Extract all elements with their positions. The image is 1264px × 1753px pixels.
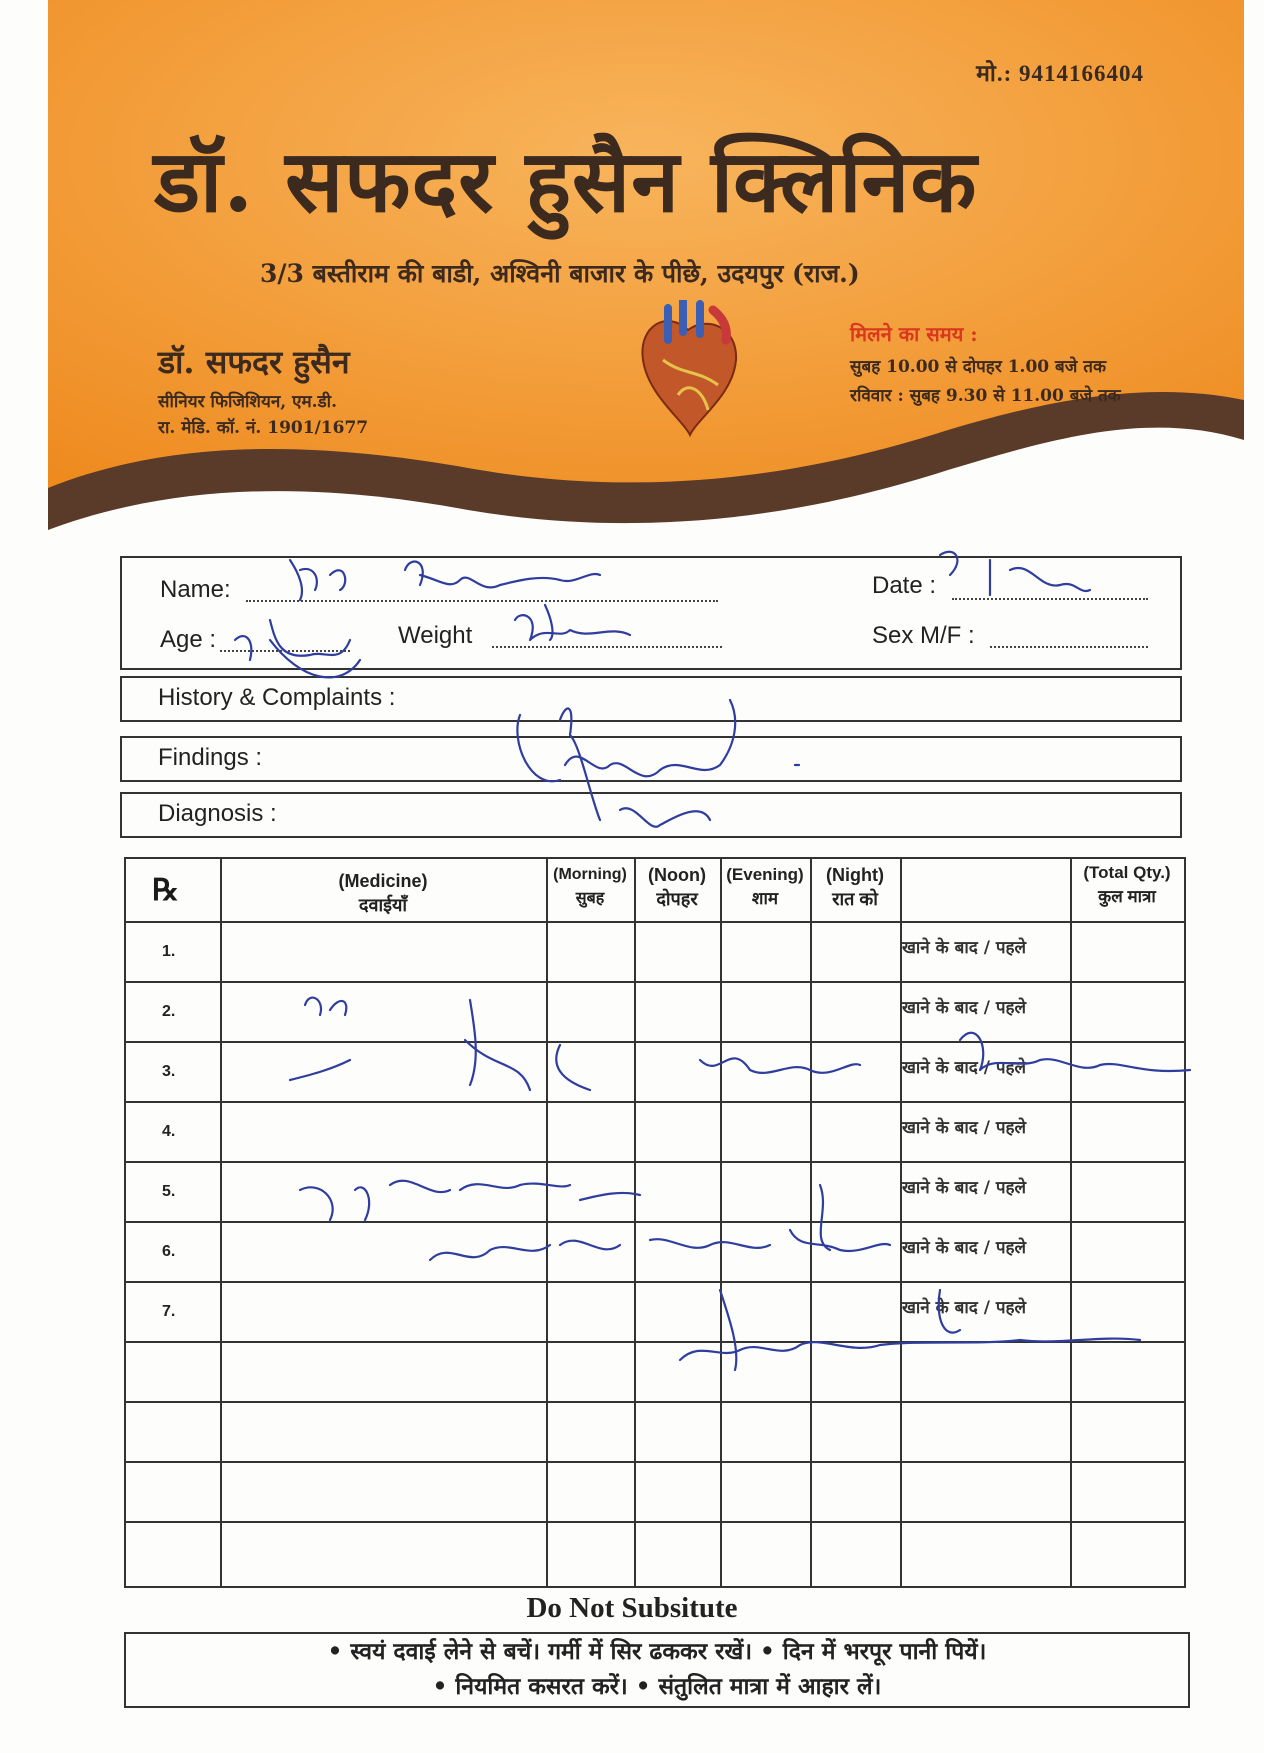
col-total-qty: (Total Qty.) कुल मात्रा [1083,863,1171,906]
advice-line-1: • स्वयं दवाई लेने से बचें। गर्मी में सिर ढककर रखें। • दिन में भरपूर पानी पियें। [327,1638,987,1665]
doctor-name: डॉ. सफदर हुसैन [158,343,350,381]
row-number: 3. [162,1063,176,1080]
row-number: 1. [162,943,176,960]
clinic-header [48,0,1244,540]
heart-icon [628,300,748,440]
name-field [246,600,718,602]
weight-field [492,646,722,648]
meal-timing: खाने के बाद / पहले [902,1058,1027,1078]
visiting-hours [850,320,1121,411]
col-medicine: (Medicine) दवाईयाँ [338,871,428,915]
meal-timing: खाने के बाद / पहले [902,998,1027,1018]
age-field [220,650,350,652]
col-night: (Night) रात को [826,865,884,909]
history-box [120,676,1182,722]
date-field [952,598,1148,600]
sex-field [990,646,1148,648]
sex-label: Sex M/F : [872,622,975,649]
do-not-substitute: Do Not Subsitute [526,1592,738,1624]
findings-box [120,736,1182,782]
visiting-hours-sunday: रविवार : सुबह 9.30 से 11.00 बजे तक [850,386,1121,406]
meal-timing: खाने के बाद / पहले [902,1298,1027,1318]
mobile-number: मो.: 9414166404 [976,61,1144,86]
findings-label: Findings : [158,744,263,771]
diagnosis-box [120,792,1182,838]
clinic-address: 3/3 बस्तीराम की बाडी, अश्विनी बाजार के पीछे, उदयपुर (राज.) [260,259,860,288]
row-number: 2. [162,1003,176,1020]
patient-details-box [120,556,1182,670]
visiting-hours-heading: मिलने का समय : [850,322,978,346]
meal-timing: खाने के बाद / पहले [902,1118,1027,1138]
diagnosis-label: Diagnosis : [158,800,277,827]
visiting-hours-weekday: सुबह 10.00 से दोपहर 1.00 बजे तक [850,357,1106,377]
col-evening: (Evening) शाम [726,865,804,908]
col-noon: (Noon) दोपहर [648,865,706,909]
rx-symbol: ℞ [152,873,179,908]
meal-timing: खाने के बाद / पहले [902,1238,1027,1258]
rx-table [124,857,1186,1588]
date-label: Date : [872,572,937,599]
row-number: 6. [162,1243,176,1260]
health-advice-box [124,1632,1190,1708]
advice-line-2: • नियमित कसरत करें। • संतुलित मात्रा में आहार लें। [432,1673,882,1700]
doctor-info [158,340,368,441]
meal-timing: खाने के बाद / पहले [902,1178,1027,1198]
weight-label: Weight [398,622,473,649]
age-label: Age : [160,626,217,653]
row-number: 4. [162,1123,176,1140]
name-label: Name: [160,576,231,603]
row-number: 5. [162,1183,176,1200]
meal-timing: खाने के बाद / पहले [902,938,1027,958]
history-label: History & Complaints : [158,684,396,711]
doctor-registration: रा. मेडि. कॉ. नं. 1901/1677 [158,418,369,438]
doctor-title: सीनियर फिजिशियन, एम.डी. [158,392,337,412]
row-number: 7. [162,1303,176,1320]
clinic-title: डॉ. सफदर हुसैन क्लिनिक [154,131,978,232]
col-morning: (Morning) सुबह [553,866,627,907]
